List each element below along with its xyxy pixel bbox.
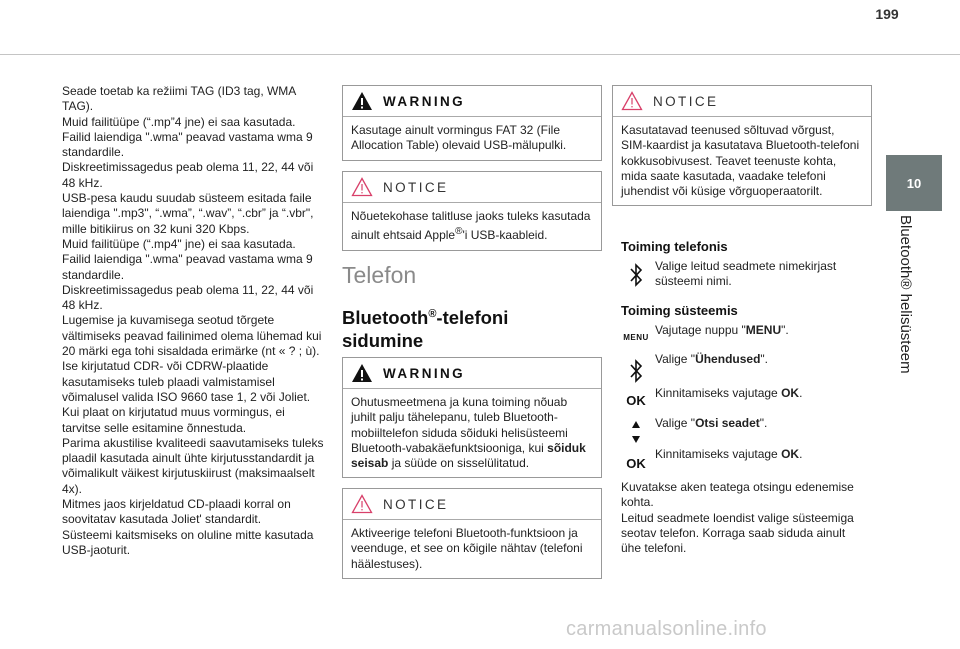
column-1-text [62, 84, 324, 558]
bluetooth-icon [621, 259, 651, 293]
step-text-part: ". [781, 323, 789, 337]
step-text-bold: OK [781, 447, 800, 461]
step-text-part: Valige " [655, 416, 696, 430]
body-text: 'i USB-kaableid. [462, 228, 548, 243]
paragraph: Muid failitüüpe (“.mp4" jne) ei saa kasutada. [62, 236, 296, 251]
step-text-part: Vajutage nuppu " [655, 323, 746, 337]
paragraph: Diskreetimissagedus peab olema 11, 22, 44 või 48 kHz. [62, 160, 314, 190]
step-text [655, 386, 861, 401]
step-text-part: Valige " [655, 352, 696, 366]
paragraph: Failid laiendiga ".wma" peavad vastama wma 9 standardile. [62, 129, 313, 160]
ok-button-icon: OK [626, 393, 646, 408]
box-title: NOTICE [383, 179, 449, 195]
step-text [655, 416, 861, 431]
step-text-part: . [799, 386, 803, 400]
chapter-title: Bluetooth® helisüsteem [897, 215, 914, 374]
page-number: 199 [875, 6, 899, 22]
box-header [343, 489, 601, 519]
box-body [343, 388, 601, 477]
system-action-heading: Toiming süsteemis [621, 303, 738, 318]
notice-box-bluetooth [342, 488, 602, 579]
registered-mark: ® [428, 308, 437, 320]
paragraph: Süsteemi kaitsmiseks on oluline mitte kasutada USB-jaoturit. [62, 527, 314, 557]
box-header [343, 358, 601, 388]
section-title: Telefon [342, 262, 417, 288]
box-header [343, 172, 601, 202]
registered-mark: ® [455, 226, 463, 238]
menu-button-icon: MENU [623, 333, 649, 342]
paragraph: Failid laiendiga ".wma" peavad vastama wma 9 standardile. [62, 252, 313, 282]
box-title: NOTICE [383, 496, 449, 512]
box-header [613, 86, 871, 116]
body-bold-text: sõiduk seisab [351, 440, 586, 471]
notice-box-apple-cable [342, 171, 602, 251]
body-text: ja süüde on sisselülitatud. [388, 456, 530, 471]
step-text-part: . [799, 447, 803, 461]
header-divider [0, 54, 960, 55]
box-body: Kasutage ainult vormingus FAT 32 (File Allocation Table) olevaid USB-mälupulki. [343, 116, 601, 160]
body-text: Nõuetekohase talitluse jaoks tuleks kasutada ainult ehtsaid Apple [351, 209, 591, 243]
paragraph: Diskreetimissagedus peab olema 11, 22, 44 või 48 kHz. [62, 282, 314, 313]
step-text [655, 323, 861, 338]
chapter-tab: 10 [886, 155, 942, 211]
up-down-arrows-icon [621, 416, 651, 449]
body-text: Ohutusmeetmena ja kuna toiming nõuab juhilt palju tähelepanu, tuleb Bluetooth-mobiiltelefon siduda sõiduki helisüsteemi Bluetooth-vabakäefunktsiooniga, kui [351, 395, 568, 455]
paragraph: Ise kirjutatud CDR- või CDRW-plaatide kasutamiseks tuleb plaadi valmistamisel võimalusel valida ISO 9660 tase 1, 2 või Joliet. [62, 359, 311, 404]
box-title: WARNING [383, 93, 466, 109]
box-title: WARNING [383, 365, 466, 381]
step-text-bold: Otsi seadet [695, 416, 760, 430]
box-body [343, 202, 601, 250]
box-title: NOTICE [653, 93, 719, 109]
step-text [655, 447, 861, 462]
paragraph: Kuvatakse aken teatega otsingu edenemise kohta. [621, 480, 854, 510]
step-text-bold: OK [781, 386, 800, 400]
paragraph: Parima akustilise kvaliteedi saavutamiseks tuleks plaadil kasutada ainult ühte kirjutusstandardit ja võimalikult väikest kirjutuskiirust (maksimaalselt 4x). [62, 435, 324, 496]
closing-paragraph [621, 480, 861, 556]
paragraph: Lugemise ja kuvamisega seotud tõrgete vältimiseks peavad failinimed olema lühemad kui 20 märki ega tohi sisaldada erimärke (nt « ? ; ù). [62, 313, 322, 359]
step-text-bold: Ühendused [695, 352, 761, 366]
warning-box-pairing [342, 357, 602, 478]
subsection-title [342, 303, 592, 352]
box-header [343, 86, 601, 116]
warning-triangle-icon [351, 91, 373, 111]
notice-triangle-icon [351, 494, 373, 514]
notice-triangle-icon [621, 91, 643, 111]
notice-triangle-icon [351, 177, 373, 197]
step-text-part: Kinnitamiseks vajutage [655, 386, 782, 400]
subtitle-text: -telefoni sidumine [342, 307, 509, 352]
step-text [655, 352, 861, 367]
paragraph: Kui plaat on kirjutatud muus vormingus, ei tarvitse selle esitamine õnnestuda. [62, 405, 285, 435]
subtitle-text: Bluetooth [342, 307, 429, 329]
paragraph: Leitud seadmete loendist valige süsteemiga seotav telefon. Korraga saab siduda ainult ühe telefoni. [621, 510, 854, 556]
paragraph: Mitmes jaos kirjeldatud CD-plaadi korral on soovitatav kasutada Joliet' standardit. [62, 497, 291, 527]
paragraph: Muid failitüüpe (“.mp”4 jne) ei saa kasutada. [62, 114, 296, 129]
step-text-bold: MENU [745, 323, 782, 337]
paragraph: USB-pesa kaudu suudab süsteem esitada faile laiendiga ".mp3", “.wma”, “.wav”, “.cbr” ja “.vbr", mille bitikiirus on 32 kuni 320 Kbps. [62, 191, 314, 236]
warning-box-usb [342, 85, 602, 161]
step-text-part: ". [759, 416, 768, 430]
watermark: carmanualsonline.info [566, 618, 767, 640]
step-text-part: ". [760, 352, 768, 366]
step-text: Valige leitud seadmete nimekirjast süsteemi nimi. [655, 259, 837, 289]
notice-box-services [612, 85, 872, 206]
bluetooth-icon [621, 352, 651, 389]
box-body: Aktiveerige telefoni Bluetooth-funktsioon ja veenduge, et see on kõigile nähtav (telefoni häälestuses). [343, 519, 601, 578]
paragraph: Seade toetab ka režiimi TAG (ID3 tag, WMA TAG). [62, 84, 296, 114]
ok-button-icon: OK [626, 456, 646, 471]
warning-triangle-icon [351, 363, 373, 383]
phone-action-heading: Toiming telefonis [621, 239, 728, 254]
step-text-part: Kinnitamiseks vajutage [655, 447, 782, 461]
box-body: Kasutatavad teenused sõltuvad võrgust, SIM-kaardist ja kasutatava Bluetooth-telefoni kokkusobivusest. Teavet teenuste kohta, mida saate kasutada, vaadake telefoni juhendist või küsige võrguoperaatorilt. [613, 116, 871, 205]
